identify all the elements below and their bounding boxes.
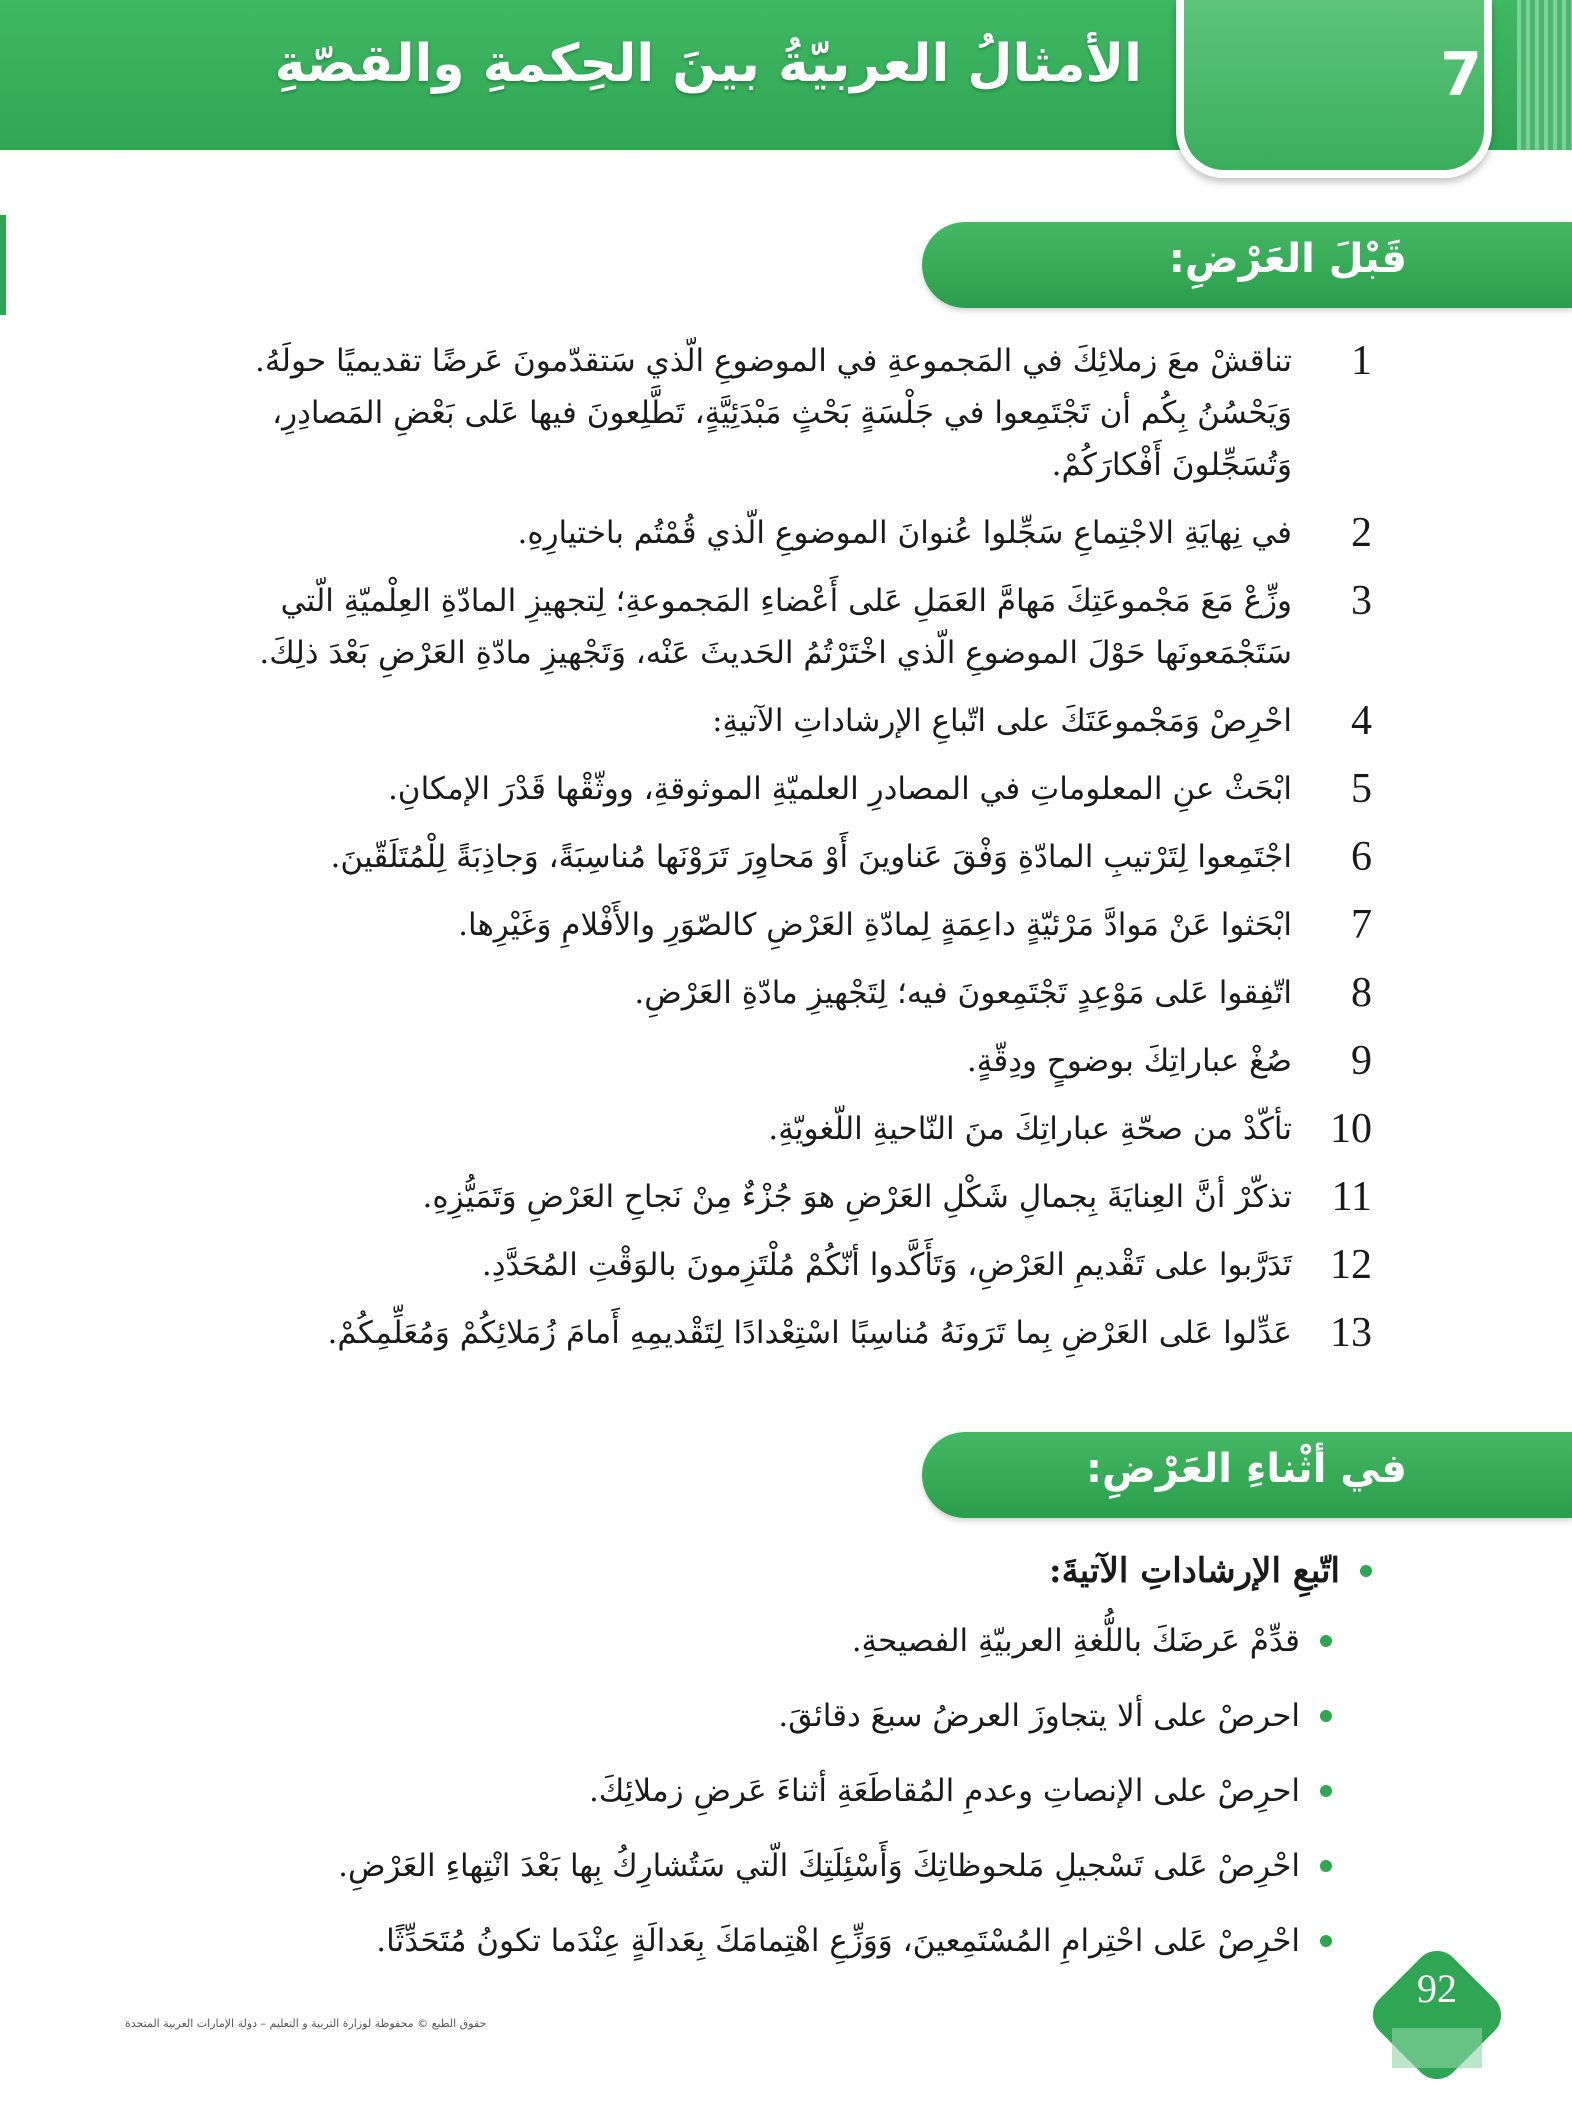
item-number: 10: [1330, 1106, 1372, 1152]
bullet-icon: [1320, 1860, 1332, 1872]
list-item: [192, 1103, 1372, 1155]
before-instructions-list: [192, 335, 1372, 1375]
list-item: [232, 1840, 1332, 1892]
list-item: [192, 575, 1372, 679]
list-item: [192, 1239, 1372, 1291]
copyright-notice: حقوق الطبع © محفوظة لوزارة التربية و التعليم – دولة الإمارات العربية المتحدة: [125, 2017, 487, 2030]
section-title-before: قَبْلَ العَرْضِ:: [1168, 236, 1407, 282]
list-item: [232, 1915, 1332, 1967]
chapter-number: 7: [1440, 40, 1482, 110]
list-item: [232, 1690, 1332, 1742]
item-number: 4: [1351, 698, 1372, 744]
section-banner-before: [922, 222, 1572, 308]
bullet-icon: [1320, 1635, 1332, 1647]
item-number: 13: [1330, 1310, 1372, 1356]
bullet-icon: [1320, 1785, 1332, 1797]
page-number: 92: [1417, 1966, 1457, 2011]
item-text: تناقشْ معَ زملائِكَ في المَجموعةِ في الموضوعِ الّذي سَتقدّمونَ عَرضًا تقديميًا حولَهُ. وَيَحْسُنُ بِكُم أن تَجْتَمِعوا في جَلْسَةٍ بَحْثٍ مَبْدَئِيَّةٍ، تَطَّلِعونَ فيها عَلى بَعْضِ المَصادِرِ، وَتُسَجِّلونَ أَفْكارَكُمْ.: [255, 343, 1292, 483]
item-text: اتّفِقوا عَلى مَوْعِدٍ تَجْتَمِعونَ فيه؛ لِتَجْهيزِ مادّةِ العَرْضِ.: [634, 975, 1292, 1011]
list-item: [192, 967, 1372, 1019]
item-number: 11: [1331, 1174, 1372, 1220]
section-banner-during: [922, 1432, 1572, 1518]
item-text: احْرِصْ عَلى تَسْجيلِ مَلحوظاتِكَ وَأَسْئِلَتِكَ الّتي سَتُشارِكُ بِها بَعْدَ انْتِهاءِ العَرْضِ.: [338, 1848, 1300, 1884]
bullet-icon: [1360, 1565, 1372, 1577]
page-number-badge-icon: [1362, 1940, 1512, 2090]
item-text: قدِّمْ عَرضَكَ باللُّغةِ العربيّةِ الفصيحةِ.: [851, 1623, 1300, 1659]
item-text: عَدِّلوا عَلى العَرْضِ بِما تَرَونَهُ مُناسِبًا اسْتِعْدادًا لِتَقْديمِهِ أَمامَ زُمَلائِكُمْ وَمُعَلِّمِكُمْ.: [327, 1315, 1292, 1351]
during-intro-text: اتّبعِ الإرشاداتِ الآتيةَ:: [1049, 1551, 1340, 1591]
item-number: 7: [1351, 902, 1372, 948]
section-title-during: في أثْناءِ العَرْضِ:: [1085, 1446, 1407, 1492]
item-number: 1: [1351, 338, 1372, 384]
chapter-title: الأمثالُ العربيّةُ بينَ الحِكمةِ والقصّةِ: [274, 34, 1142, 94]
item-number: 8: [1351, 970, 1372, 1016]
margin-marker: [0, 215, 6, 315]
list-item: [192, 507, 1372, 559]
bullet-icon: [1320, 1710, 1332, 1722]
item-number: 2: [1351, 510, 1372, 556]
item-text: اجْتَمِعوا لِتَرْتيبِ المادّةِ وَفْقَ عَناوينَ أَوْ مَحاوِرَ تَرَوْنَها مُناسِبَةً، وَجاذِبَةً لِلْمُتَلَقّينَ.: [330, 839, 1292, 875]
item-text: ابْحَثْ عنِ المعلوماتِ في المصادرِ العلميّةِ الموثوقةِ، ووثّقْها قَدْرَ الإمكانِ.: [387, 771, 1292, 807]
list-item: [192, 1035, 1372, 1087]
list-item: [232, 1615, 1332, 1667]
decorative-strip: [1517, 0, 1572, 150]
item-text: تَدَرَّبوا على تَقْديمِ العَرْضِ، وَتَأَكَّدوا أنّكُمْ مُلْتَزِمونَ بالوَقْتِ المُحَدَّدِ.: [481, 1247, 1292, 1283]
item-number: 9: [1351, 1038, 1372, 1084]
bullet-icon: [1320, 1935, 1332, 1947]
list-item: [232, 1765, 1332, 1817]
list-item: [192, 899, 1372, 951]
item-text: ابْحَثوا عَنْ مَوادَّ مَرْئيّةٍ داعِمَةٍ لِمادّةِ العَرْضِ كالصّوَرِ والأَفْلامِ وَغَيْرِها.: [458, 907, 1292, 943]
list-item: [192, 763, 1372, 815]
item-text: احرِصْ على الإنصاتِ وعدمِ المُقاطَعَةِ أثناءَ عَرضِ زملائِكَ.: [588, 1773, 1300, 1809]
during-intro: [1049, 1545, 1372, 1597]
item-text: احرصْ على ألا يتجاوزَ العرضُ سبعَ دقائقَ.: [778, 1698, 1300, 1734]
list-item: [192, 831, 1372, 883]
item-text: وزِّعْ مَعَ مَجْموعَتِكَ مَهامَّ العَمَلِ عَلى أَعْضاءِ المَجموعةِ؛ لِتجهيزِ المادّةِ العِلْميّةِ الّتي سَتَجْمَعونَها حَوْلَ الموضوعِ الّذي اخْتَرْتُمُ الحَديثَ عَنْه، وَتَجْهيزِ مادّةِ العَرْضِ بَعْدَ ذلِكَ.: [259, 583, 1292, 671]
list-item: [192, 1171, 1372, 1223]
list-item: [192, 335, 1372, 491]
item-text: تذكّرْ أنَّ العِنايَةَ بِجمالِ شَكْلِ العَرْضِ هوَ جُزْءٌ مِنْ نَجاحِ العَرْضِ وَتَمَيُّزِهِ.: [422, 1179, 1292, 1215]
during-instructions-list: [232, 1615, 1332, 1990]
list-item: [192, 695, 1372, 747]
item-number: 5: [1351, 766, 1372, 812]
item-number: 6: [1351, 834, 1372, 880]
item-text: احْرِصْ عَلى احْتِرامِ المُسْتَمِعينَ، وَوَزِّعِ اهْتِمامَكَ بِعَدالَةٍ عِنْدَما تكونُ مُتَحَدِّثًا.: [376, 1923, 1300, 1959]
list-item: [192, 1307, 1372, 1359]
item-text: تأكّدْ من صحّةِ عباراتِكَ منَ النّاحيةِ اللّغويّةِ.: [768, 1111, 1292, 1147]
item-number: 12: [1330, 1242, 1372, 1288]
item-text: في نِهايَةِ الاجْتِماعِ سَجِّلوا عُنوانَ الموضوعِ الّذي قُمْتُم باختيارِهِ.: [517, 515, 1292, 551]
item-text: صُغْ عباراتِكَ بوضوحٍ ودِقّةٍ.: [966, 1043, 1292, 1079]
item-text: احْرِصْ وَمَجْموعَتَكَ على اتّباعِ الإرشاداتِ الآتيةِ:: [712, 703, 1292, 739]
item-number: 3: [1351, 578, 1372, 624]
